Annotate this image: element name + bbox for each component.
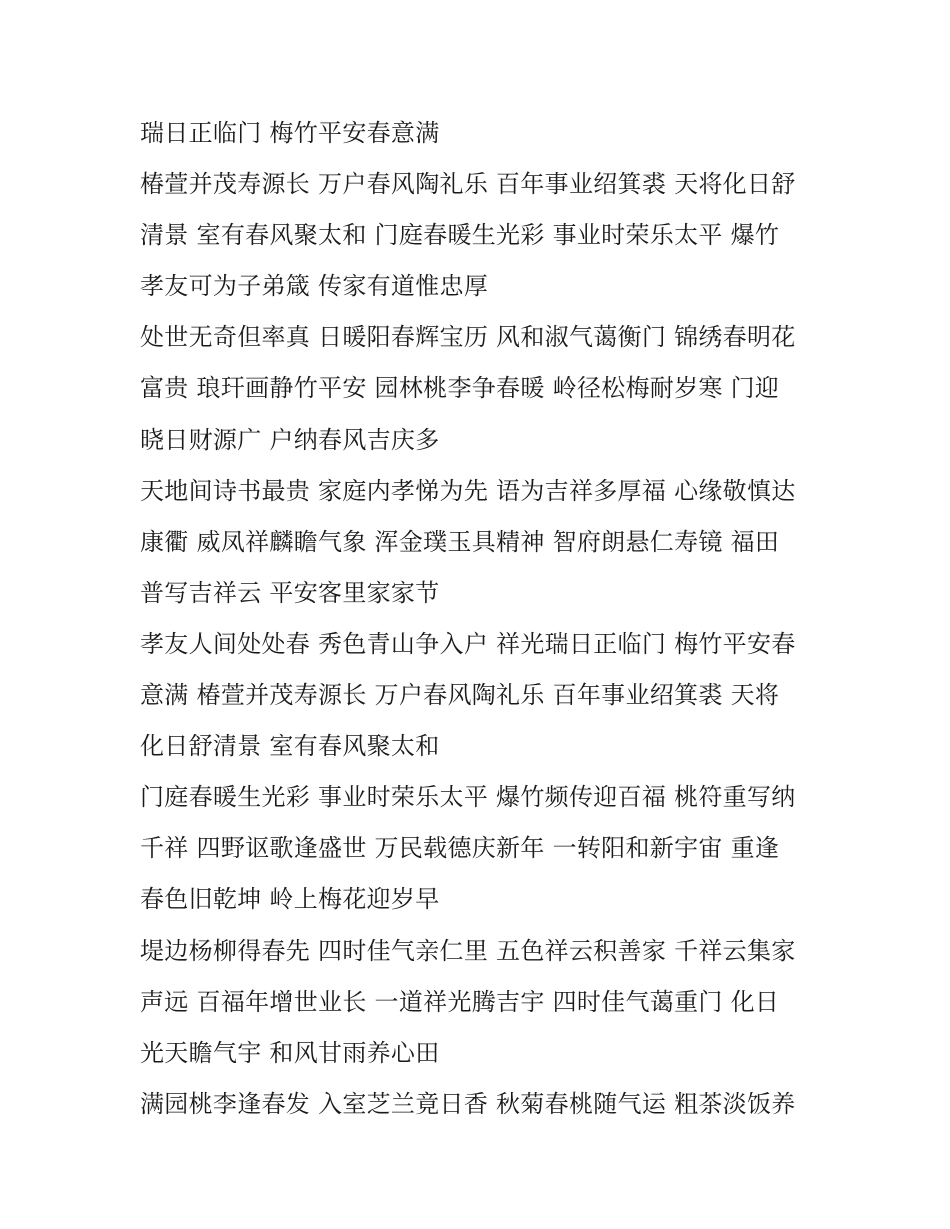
text-line: 孝友可为子弟箴 传家有道惟忠厚 xyxy=(140,272,489,301)
text-line: 化日舒清景 室有春风聚太和 xyxy=(140,732,440,761)
text-line: 椿萱并茂寿源长 万户春风陶礼乐 百年事业绍箕裘 天将化日舒 xyxy=(140,170,796,199)
text-line: 普写吉祥云 平安客里家家节 xyxy=(140,578,440,607)
text-line: 富贵 琅玕画静竹平安 园林桃李争春暖 岭径松梅耐岁寒 门迎 xyxy=(140,374,780,403)
couplet-text-block xyxy=(140,108,820,1130)
text-line: 孝友人间处处春 秀色青山争入户 祥光瑞日正临门 梅竹平安春 xyxy=(140,629,796,658)
text-line: 门庭春暖生光彩 事业时荣乐太平 爆竹频传迎百福 桃符重写纳 xyxy=(140,783,796,812)
text-line: 堤边杨柳得春先 四时佳气亲仁里 五色祥云积善家 千祥云集家 xyxy=(140,936,796,965)
text-line: 处世无奇但率真 日暖阳春辉宝历 风和淑气蔼衡门 锦绣春明花 xyxy=(140,323,796,352)
text-line: 满园桃李逢春发 入室芝兰竟日香 秋菊春桃随气运 粗茶淡饭养 xyxy=(140,1089,796,1118)
text-line: 声远 百福年增世业长 一道祥光腾吉宇 四时佳气蔼重门 化日 xyxy=(140,987,780,1016)
text-line: 清景 室有春风聚太和 门庭春暖生光彩 事业时荣乐太平 爆竹 xyxy=(140,221,780,250)
text-line: 康衢 威凤祥麟瞻气象 浑金璞玉具精神 智府朗悬仁寿镜 福田 xyxy=(140,527,780,556)
text-line: 光天瞻气宇 和风甘雨养心田 xyxy=(140,1038,440,1067)
text-line: 春色旧乾坤 岭上梅花迎岁早 xyxy=(140,885,440,914)
text-line: 晓日财源广 户纳春风吉庆多 xyxy=(140,425,440,454)
text-line: 天地间诗书最贵 家庭内孝悌为先 语为吉祥多厚福 心缘敬慎达 xyxy=(140,476,796,505)
text-line: 千祥 四野讴歌逢盛世 万民载德庆新年 一转阳和新宇宙 重逢 xyxy=(140,834,780,863)
text-line: 瑞日正临门 梅竹平安春意满 xyxy=(140,119,440,147)
text-line: 意满 椿萱并茂寿源长 万户春风陶礼乐 百年事业绍箕裘 天将 xyxy=(140,681,780,710)
